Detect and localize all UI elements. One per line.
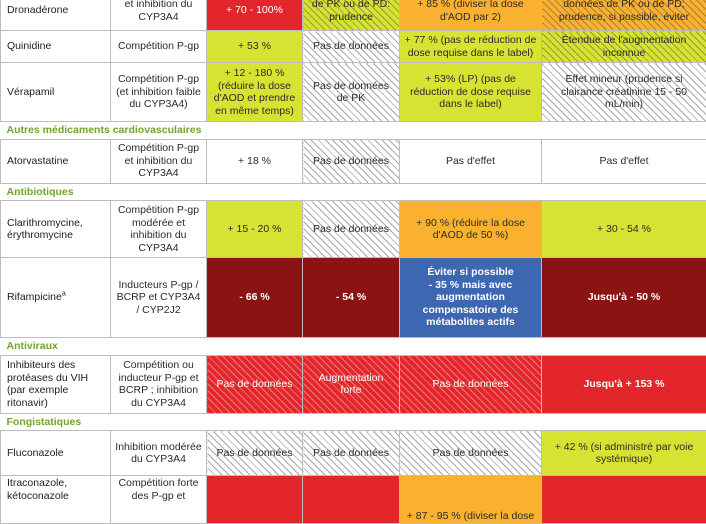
rivaroxaban-effect <box>542 476 706 524</box>
drug-name: Itraconazole, kétoconazole <box>1 476 111 524</box>
rivaroxaban-effect: + 30 - 54 % <box>542 201 706 258</box>
effect-detail: - 35 % mais avec augmentation compensatoire des métabolites actifs <box>404 279 537 329</box>
table-row <box>1 258 706 338</box>
mechanism: Inhibition modérée du CYP3A4 <box>111 431 207 476</box>
edoxaban-effect <box>400 258 542 338</box>
dabigatran-effect: Pas de données <box>207 355 303 413</box>
table-row <box>1 31 706 63</box>
apixaban-effect <box>303 476 400 524</box>
dabigatran-effect: + 12 - 180 % (réduire la dose d'AOD et prendre en même temps) <box>207 63 303 122</box>
edoxaban-effect: + 53% (LP) (pas de réduction de dose requise dans le label) <box>400 63 542 122</box>
rivaroxaban-effect: Effet mineur (prudence si clairance créatinine 15 - 50 mL/min) <box>542 63 706 122</box>
drug-name: Dronadérone <box>1 0 111 31</box>
dabigatran-effect: Pas de données <box>207 431 303 476</box>
apixaban-effect: Pas de données <box>303 139 400 183</box>
mechanism: Compétition P-gp et inhibition du CYP3A4 <box>111 139 207 183</box>
avoid-warning: Éviter si possible <box>404 266 537 279</box>
mechanism: Compétition forte des P-gp et <box>111 476 207 524</box>
mechanism: Inducteurs P-gp / BCRP et CYP3A4 / CYP2J2 <box>111 258 207 338</box>
section-title-cardio: Autres médicaments cardiovasculaires <box>1 122 706 140</box>
apixaban-effect: Pas de données <box>303 431 400 476</box>
dabigatran-effect: + 15 - 20 % <box>207 201 303 258</box>
mechanism: Compétition P-gp (et inhibition faible du CYP3A4) <box>111 63 207 122</box>
table-row <box>1 0 706 31</box>
section-title-antifungals: Fongistatiques <box>1 413 706 431</box>
apixaban-effect: de PK ou de PD: prudence <box>303 0 400 31</box>
edoxaban-effect: + 85 % (diviser la dose d'AOD par 2) <box>400 0 542 31</box>
section-title-antivirals: Antiviraux <box>1 338 706 356</box>
table-row <box>1 201 706 258</box>
apixaban-effect: Pas de données de PK <box>303 63 400 122</box>
rivaroxaban-effect: données de PK ou de PD; prudence, si possible, éviter <box>542 0 706 31</box>
edoxaban-effect: Pas d'effet <box>400 139 542 183</box>
apixaban-effect: - 54 % <box>303 258 400 338</box>
apixaban-effect: Pas de données <box>303 31 400 63</box>
apixaban-effect: Pas de données <box>303 201 400 258</box>
rivaroxaban-effect: Jusqu'à + 153 % <box>542 355 706 413</box>
section-header-row <box>1 413 706 431</box>
table-row <box>1 476 706 524</box>
drug-name: Clarithromycine, érythromycine <box>1 201 111 258</box>
dabigatran-effect: + 18 % <box>207 139 303 183</box>
mechanism: Compétition P-gp modérée et inhibition du CYP3A4 <box>111 201 207 258</box>
edoxaban-effect: + 90 % (réduire la dose d'AOD de 50 %) <box>400 201 542 258</box>
rivaroxaban-effect: + 42 % (si administré par voie systémique) <box>542 431 706 476</box>
table-row <box>1 63 706 122</box>
mechanism: et inhibition du CYP3A4 <box>111 0 207 31</box>
drug-name <box>1 258 111 338</box>
table-row <box>1 139 706 183</box>
section-header-row <box>1 183 706 201</box>
footnote-marker: a <box>62 291 66 298</box>
section-header-row <box>1 338 706 356</box>
mechanism: Compétition P-gp <box>111 31 207 63</box>
drug-name-text: Rifampicine <box>7 291 62 303</box>
section-title-antibiotics: Antibiotiques <box>1 183 706 201</box>
rivaroxaban-effect: Jusqu'à - 50 % <box>542 258 706 338</box>
edoxaban-effect: Pas de données <box>400 355 542 413</box>
dabigatran-effect: - 66 % <box>207 258 303 338</box>
table-row <box>1 355 706 413</box>
dabigatran-effect <box>207 476 303 524</box>
rivaroxaban-effect: Pas d'effet <box>542 139 706 183</box>
edoxaban-effect: Pas de données <box>400 431 542 476</box>
edoxaban-effect: + 77 % (pas de réduction de dose requise dans le label) <box>400 31 542 63</box>
drug-name: Fluconazole <box>1 431 111 476</box>
drug-name: Inhibiteurs des protéases du VIH (par exemple ritonavir) <box>1 355 111 413</box>
rivaroxaban-effect: Étendue de l'augmentation inconnue <box>542 31 706 63</box>
drug-name: Quinidine <box>1 31 111 63</box>
mechanism: Compétition ou inducteur P-gp et BCRP ; inhibition du CYP3A4 <box>111 355 207 413</box>
apixaban-effect: Augmentation forte <box>303 355 400 413</box>
dabigatran-effect: + 53 % <box>207 31 303 63</box>
dabigatran-effect: + 70 - 100% <box>207 0 303 31</box>
drug-name: Atorvastatine <box>1 139 111 183</box>
edoxaban-effect: + 87 - 95 % (diviser la dose <box>400 476 542 524</box>
section-header-row <box>1 122 706 140</box>
drug-name: Vérapamil <box>1 63 111 122</box>
table-row <box>1 431 706 476</box>
